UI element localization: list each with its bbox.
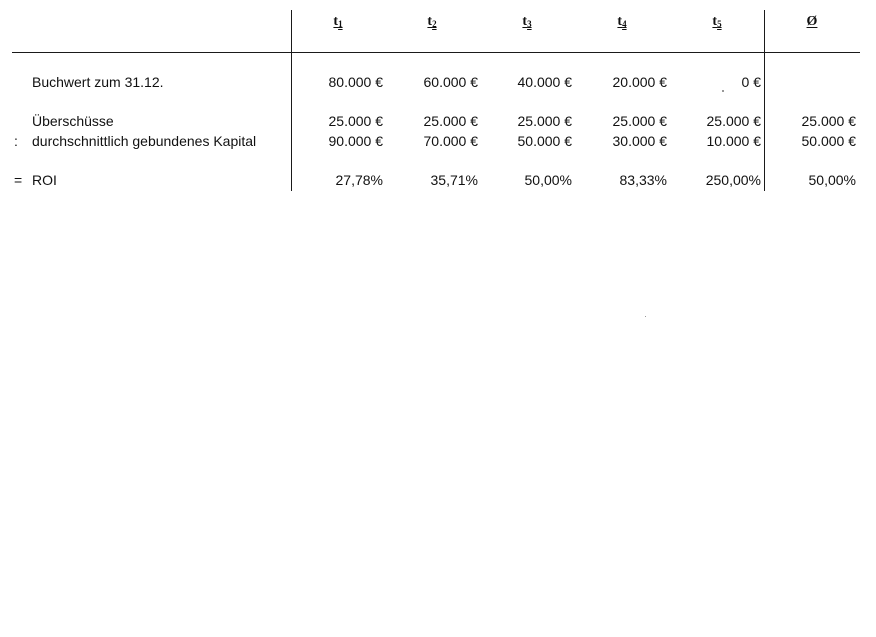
row-label-buchwert: Buchwert zum 31.12. [32,74,164,90]
cell-ueberschuesse-t5: 25.000 € [706,113,761,129]
header-period-t2: $t_2$ [427,14,437,29]
label-column-divider [291,10,292,191]
header-period-t1: $t_1$ [333,14,343,29]
cell-ueberschuesse-t2: 25.000 € [423,113,478,129]
cell-kapital-t3: 50.000 € [517,133,572,149]
scan-speck [645,316,646,317]
cell-kapital-average: 50.000 € [801,133,856,149]
average-column-divider [764,10,765,191]
header-average: Ø [806,14,818,29]
row-label-ueberschuesse: Überschüsse [32,113,114,129]
cell-roi-t2: 35,71% [430,172,478,188]
cell-kapital-t4: 30.000 € [612,133,667,149]
header-period-t3: $t_3$ [522,14,532,29]
header-divider-line [12,52,860,53]
cell-ueberschuesse-t1: 25.000 € [328,113,383,129]
cell-buchwert-t5: 0 € [741,74,761,90]
cell-ueberschuesse-average: 25.000 € [801,113,856,129]
scan-speck [722,90,724,92]
cell-buchwert-t3: 40.000 € [517,74,572,90]
row-label-roi: ROI [32,172,57,188]
cell-kapital-t1: 90.000 € [328,133,383,149]
cell-roi-t1: 27,78% [335,172,383,188]
header-period-t5: $t_5$ [712,14,722,29]
cell-kapital-t2: 70.000 € [423,133,478,149]
cell-ueberschuesse-t4: 25.000 € [612,113,667,129]
row-label-kapital: durchschnittlich gebundenes Kapital [32,133,257,149]
cell-roi-t4: 83,33% [619,172,667,188]
cell-roi-t3: 50,00% [524,172,572,188]
cell-buchwert-t2: 60.000 € [423,74,478,90]
cell-roi-average: 50,00% [808,172,856,188]
cell-roi-t5: 250,00% [705,172,761,188]
row-operator-equals: = [14,172,23,188]
header-period-t4: $t_4$ [617,14,627,29]
cell-buchwert-t1: 80.000 € [328,74,383,90]
cell-ueberschuesse-t3: 25.000 € [517,113,572,129]
cell-buchwert-t4: 20.000 € [612,74,667,90]
cell-kapital-t5: 10.000 € [706,133,761,149]
row-operator-divide: : [14,133,18,149]
